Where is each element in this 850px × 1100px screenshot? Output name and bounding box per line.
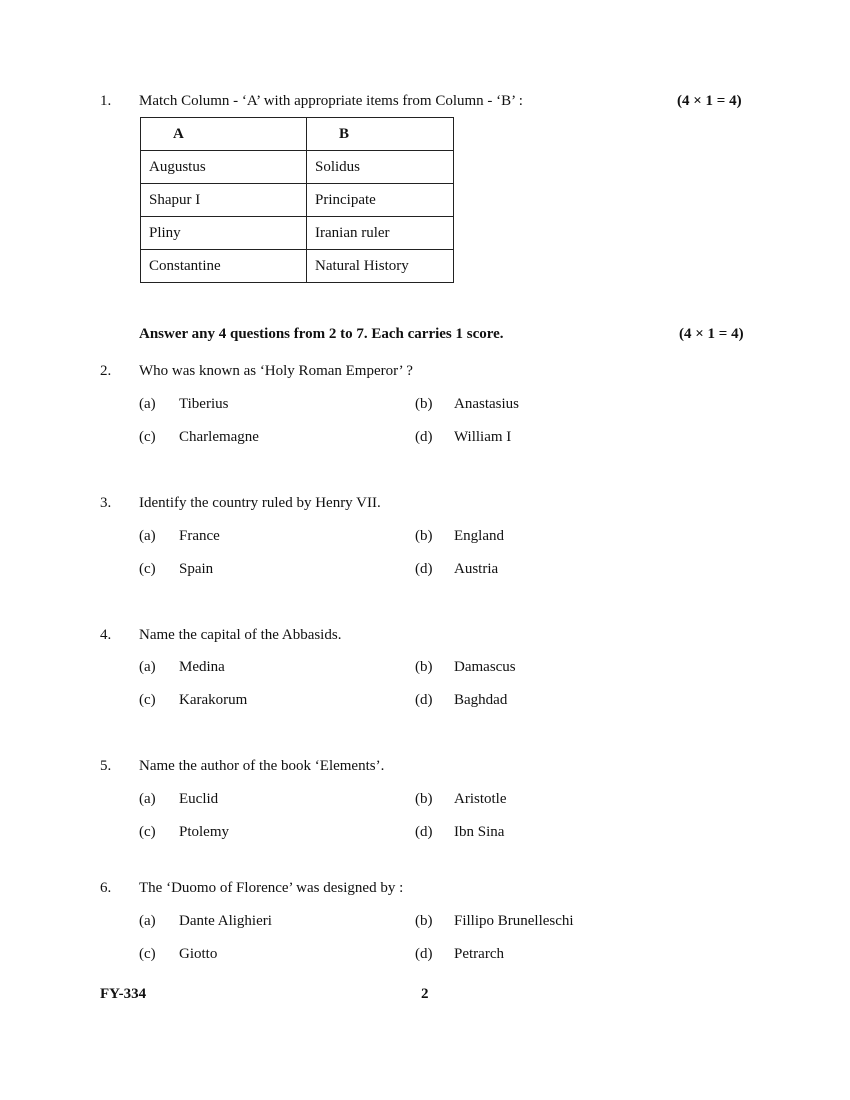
option-text: William I <box>454 429 512 445</box>
option-label: (d) <box>415 692 433 708</box>
column-a-header: A <box>141 118 307 151</box>
option-text: Baghdad <box>454 692 508 708</box>
section-marks: (4 × 1 = 4) <box>679 326 744 342</box>
question-5-text: Name the author of the book ‘Elements’. <box>139 758 385 774</box>
table-row <box>141 184 454 217</box>
option-label: (d) <box>415 824 433 840</box>
table-cell: Natural History <box>307 250 454 283</box>
option-text: Euclid <box>179 791 219 807</box>
question-6-text: The ‘Duomo of Florence’ was designed by : <box>139 880 404 896</box>
section-instruction: Answer any 4 questions from 2 to 7. Each carries 1 score. <box>139 326 504 342</box>
option-text: England <box>454 528 504 544</box>
option-label: (b) <box>415 659 433 675</box>
table-cell: Constantine <box>141 250 307 283</box>
option-label: (d) <box>415 946 433 962</box>
table-cell: Augustus <box>141 151 307 184</box>
option-text: Charlemagne <box>179 429 259 445</box>
option-text: Anastasius <box>454 396 519 412</box>
question-1-text: Match Column - ‘A’ with appropriate items from Column - ‘B’ : <box>139 93 523 109</box>
match-table-header-row <box>141 118 454 151</box>
option-text: Damascus <box>454 659 516 675</box>
footer-paper-code: FY-334 <box>100 986 147 1002</box>
question-1-number: 1. <box>100 93 112 109</box>
option-label: (c) <box>139 429 156 445</box>
option-label: (b) <box>415 913 433 929</box>
table-cell: Principate <box>307 184 454 217</box>
column-b-header: B <box>307 118 454 151</box>
question-6-number: 6. <box>100 880 112 896</box>
table-cell: Iranian ruler <box>307 217 454 250</box>
table-cell: Pliny <box>141 217 307 250</box>
option-text: Karakorum <box>179 692 248 708</box>
option-label: (b) <box>415 791 433 807</box>
table-row <box>141 217 454 250</box>
option-label: (c) <box>139 946 156 962</box>
question-2-number: 2. <box>100 363 112 379</box>
table-cell: Solidus <box>307 151 454 184</box>
option-text: France <box>179 528 220 544</box>
option-text: Fillipo Brunelleschi <box>454 913 574 929</box>
match-table <box>140 117 454 283</box>
option-label: (b) <box>415 396 433 412</box>
option-text: Medina <box>179 659 225 675</box>
option-label: (d) <box>415 429 433 445</box>
option-text: Aristotle <box>454 791 507 807</box>
option-label: (c) <box>139 824 156 840</box>
option-text: Tiberius <box>179 396 229 412</box>
option-label: (a) <box>139 913 156 929</box>
option-label: (c) <box>139 561 156 577</box>
table-row <box>141 151 454 184</box>
question-1-marks: (4 × 1 = 4) <box>677 93 742 109</box>
option-label: (a) <box>139 659 156 675</box>
option-text: Ptolemy <box>179 824 230 840</box>
question-4-text: Name the capital of the Abbasids. <box>139 627 342 643</box>
option-label: (c) <box>139 692 156 708</box>
option-label: (a) <box>139 396 156 412</box>
option-text: Spain <box>179 561 214 577</box>
footer-page-number: 2 <box>421 986 429 1002</box>
question-3-number: 3. <box>100 495 112 511</box>
table-cell: Shapur I <box>141 184 307 217</box>
option-text: Ibn Sina <box>454 824 505 840</box>
option-text: Petrarch <box>454 946 504 962</box>
option-text: Dante Alighieri <box>179 913 272 929</box>
table-row <box>141 250 454 283</box>
option-label: (b) <box>415 528 433 544</box>
question-3-text: Identify the country ruled by Henry VII. <box>139 495 381 511</box>
option-label: (a) <box>139 528 156 544</box>
question-2-text: Who was known as ‘Holy Roman Emperor’ ? <box>139 363 413 379</box>
option-label: (a) <box>139 791 156 807</box>
question-5-number: 5. <box>100 758 112 774</box>
option-text: Giotto <box>179 946 218 962</box>
option-label: (d) <box>415 561 433 577</box>
option-text: Austria <box>454 561 499 577</box>
question-4-number: 4. <box>100 627 112 643</box>
